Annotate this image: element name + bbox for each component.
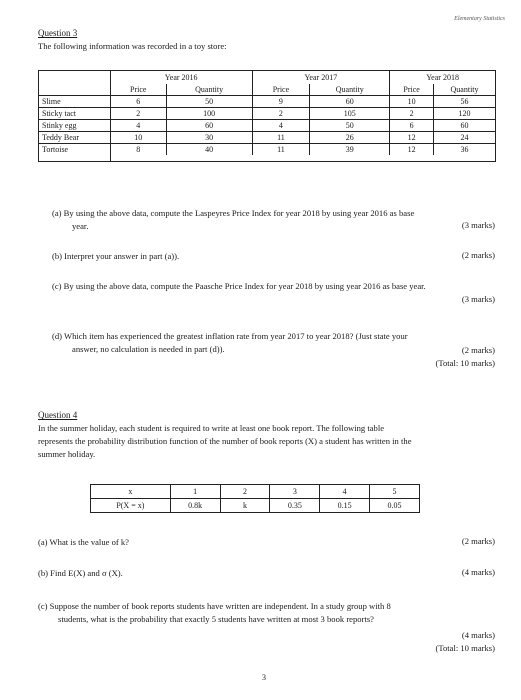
q3-part-c-line1: (c) By using the above data, compute the Paasche Price Index for year 2018 by using year 2016 as base year. (52, 281, 426, 291)
table-row: Tortoise 8 40 11 39 12 36 (39, 144, 496, 156)
column-header-quantity: Quantity (434, 84, 496, 96)
q3-part-a-line1: (a) By using the above data, compute the Laspeyres Price Index for year 2018 by using year 2016 as base (52, 208, 415, 218)
q4-part-c-marks: (4 marks) (461, 630, 495, 640)
probability-table (90, 484, 420, 513)
question-4-intro-line2: represents the probability distribution function of the number of book reports (X) a student has written in the (38, 436, 412, 446)
q3-part-b-marks: (2 marks) (461, 250, 495, 260)
q3-part-a-line2: year. (72, 221, 89, 231)
table-row: Sticky tact 2 100 2 105 2 120 (39, 108, 496, 120)
year-header: Year 2017 (252, 71, 390, 85)
x-label: x (91, 485, 171, 499)
probability-label: P(X = x) (91, 499, 171, 513)
q3-part-b-text: (b) Interpret your answer in part (a)). (52, 251, 180, 261)
q4-part-c-line2: students, what is the probability that exactly 5 students have written at most 3 book reports? (58, 614, 374, 624)
q4-part-c-line1: (c) Suppose the number of book reports students have written are independent. In a study group with 8 (38, 601, 391, 611)
q3-part-d-line2: answer, no calculation is needed in part (d)). (72, 344, 225, 354)
q4-part-b-text: (b) Find E(X) and σ (X). (38, 568, 123, 578)
q3-part-a-marks: (3 marks) (461, 220, 495, 230)
q3-part-d-line1: (d) Which item has experienced the greatest inflation rate from year 2017 to year 2018? (Just state your (52, 331, 408, 341)
q4-part-b-marks: (4 marks) (461, 567, 495, 577)
year-header: Year 2018 (390, 71, 496, 85)
running-title: Elementary Statistics (454, 16, 505, 22)
question-3-intro: The following information was recorded in a toy store: (38, 41, 227, 51)
table-row: Stinky egg 4 60 4 50 6 60 (39, 120, 496, 132)
column-header-price: Price (403, 85, 420, 94)
column-header-price: Price (272, 85, 290, 94)
table-corner-cell (39, 71, 111, 85)
q4-part-a-text: (a) What is the value of k? (38, 537, 129, 547)
page-number: 3 (262, 673, 266, 682)
question-4-intro-line3: summer holiday. (38, 449, 96, 459)
table-row: Slime 6 50 9 60 10 56 (39, 96, 496, 108)
question-4-intro-line1: In the summer holiday, each student is required to write at least one book report. The following table (38, 423, 385, 433)
table-row: x 1 2 3 4 5 (91, 485, 420, 499)
toy-store-table (38, 70, 496, 162)
table-row: P(X = x) 0.8k k 0.35 0.15 0.05 (91, 499, 420, 513)
column-header-quantity: Quantity (310, 84, 390, 96)
q4-total-marks: (Total: 10 marks) (435, 643, 495, 653)
table-row: Teddy Bear 10 30 11 26 12 24 (39, 132, 496, 144)
column-header-price: Price (130, 85, 147, 94)
q3-total-marks: (Total: 10 marks) (435, 358, 495, 368)
q3-part-c-marks: (3 marks) (461, 294, 495, 304)
year-header: Year 2016 (164, 73, 198, 82)
question-4-title: Question 4 (38, 410, 78, 420)
q3-part-d-marks: (2 marks) (461, 345, 495, 355)
question-3-title: Question 3 (38, 28, 78, 38)
column-header-quantity: Quantity (166, 84, 252, 96)
q4-part-a-marks: (2 marks) (461, 536, 495, 546)
